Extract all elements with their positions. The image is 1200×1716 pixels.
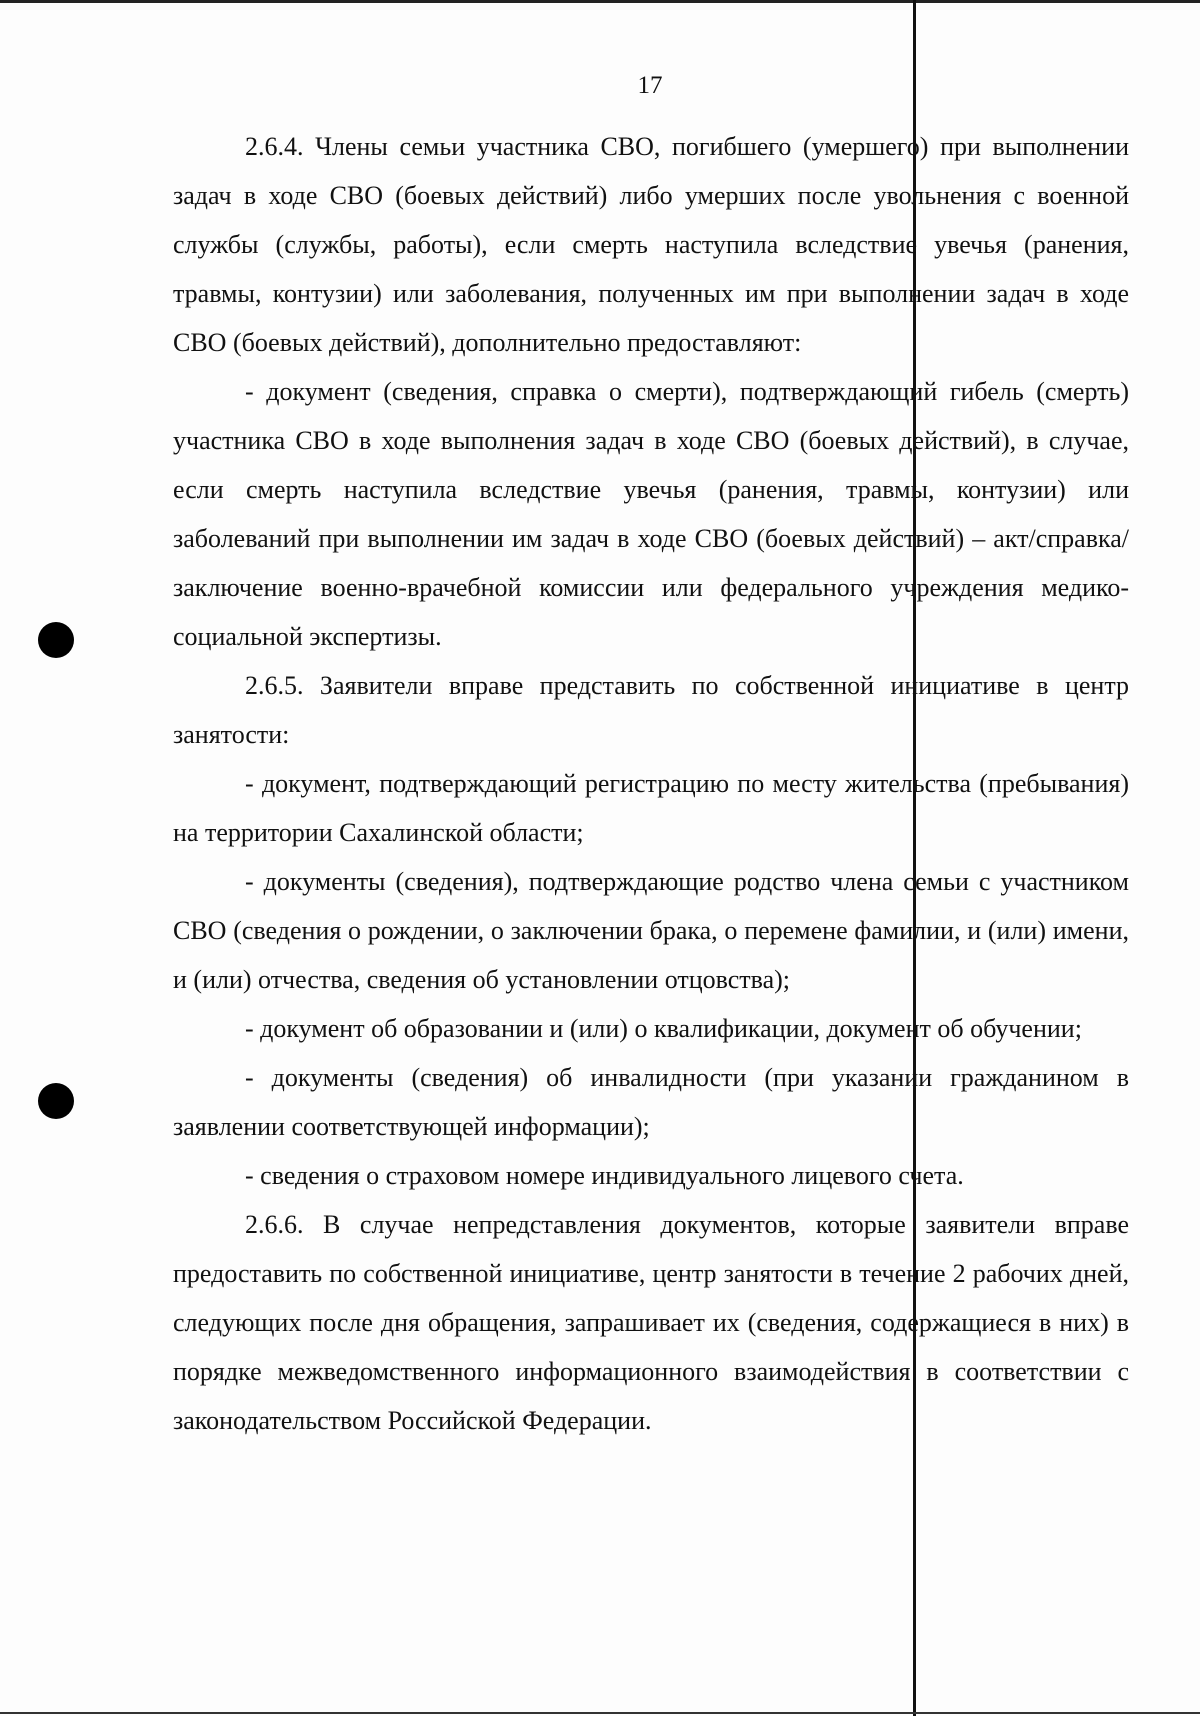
paragraph-2-6-4: 2.6.4. Члены семьи участника СВО, погибшего (умершего) при выполнении задач в ходе СВО (боевых действий) либо умерших после увольнения с военной службы (службы, работы), если смерть наступила вследствие увечья (ранения, травмы, контузии) или заболевания, полученных им при выполнении задач в ходе СВО (боевых действий), дополнительно предоставляют: — [173, 132, 1129, 357]
list-item-disability: - документы (сведения) об инвалидности (при указании гражданином в заявлении соответствующей информации); — [173, 1063, 1129, 1141]
list-item-kinship: - документы (сведения), подтверждающие родство члена семьи с участником СВО (сведения о рождении, о заключении брака, о перемене фамилии, и (или) имени, и (или) отчества, сведения об установлении отцовства); — [173, 867, 1129, 994]
punch-hole-lower — [38, 1083, 74, 1119]
punch-hole-upper — [38, 622, 74, 658]
scan-bottom-edge — [0, 1712, 1200, 1714]
list-item-education: - документ об образовании и (или) о квалификации, документ об обучении; — [245, 1014, 1082, 1043]
page-number: 17 — [637, 72, 663, 99]
scan-top-edge — [0, 0, 1200, 3]
list-item-snils: - сведения о страховом номере индивидуального лицевого счета. — [245, 1161, 964, 1190]
list-item-registration: - документ, подтверждающий регистрацию по месту жительства (пребывания) на территории Сахалинской области; — [173, 769, 1129, 847]
paragraph-2-6-5: 2.6.5. Заявители вправе представить по собственной инициативе в центр занятости: — [173, 671, 1129, 749]
paragraph-death-document: - документ (сведения, справка о смерти), подтверждающий гибель (смерть) участника СВО в ходе выполнения задач в ходе СВО (боевых действий), в случае, если смерть наступила вследствие увечья (ранения, травмы, контузии) или заболеваний при выполнении им задач в ходе СВО (боевых действий) – акт/справка/заключение военно-врачебной комиссии или федерального учреждения медико-социальной экспертизы. — [173, 377, 1129, 651]
document-body — [173, 122, 1129, 1445]
paragraph-2-6-6: 2.6.6. В случае непредставления документов, которые заявители вправе предоставить по собственной инициативе, центр занятости в течение 2 рабочих дней, следующих после дня обращения, запрашивает их (сведения, содержащиеся в них) в порядке межведомственного информационного взаимодействия в соответствии с законодательством Российской Федерации. — [173, 1210, 1129, 1435]
